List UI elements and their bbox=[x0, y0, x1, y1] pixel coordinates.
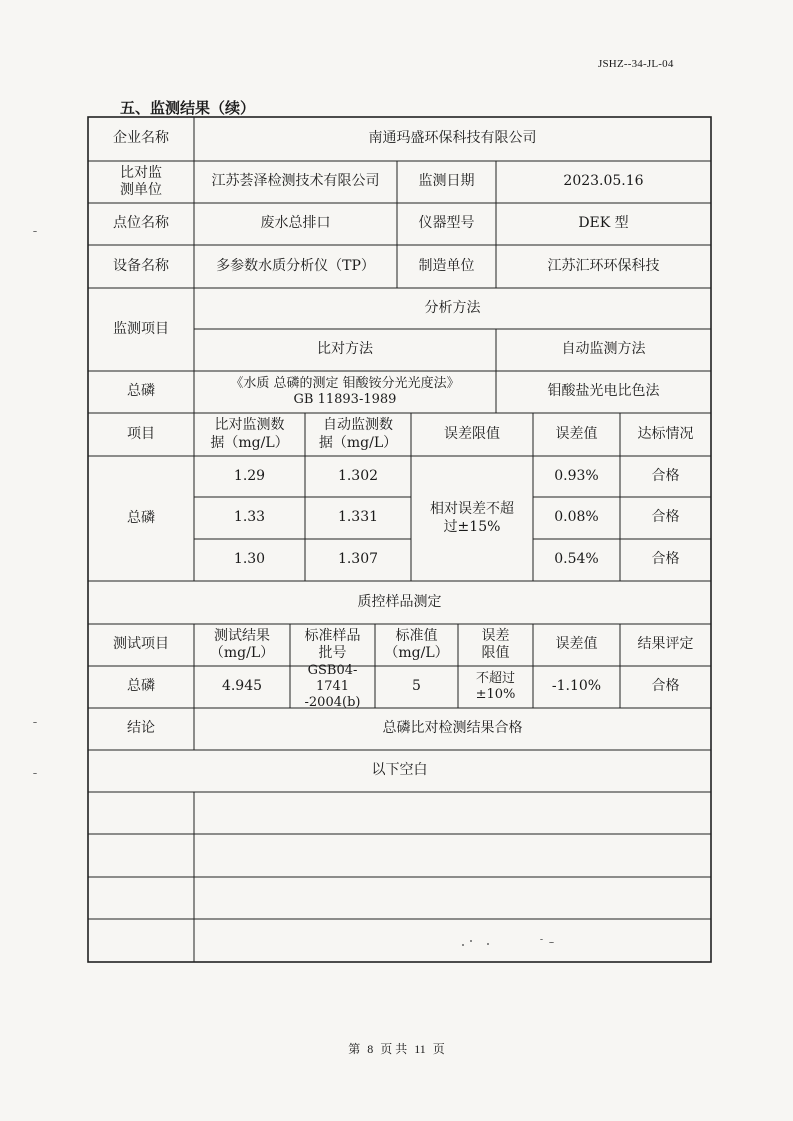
result-error-limit-value: 相对误差不超 过±15% bbox=[430, 501, 514, 535]
scan-speck bbox=[33, 773, 37, 774]
table-row-auto: 1.331 bbox=[337, 509, 379, 526]
document-code: JSHZ--34-JL-04 bbox=[598, 58, 674, 70]
monitor-date-value: 2023.05.16 bbox=[563, 173, 644, 190]
monitor-item-label: 监测项目 bbox=[113, 320, 169, 337]
qc-row-batch: GSB04-1741 -2004(b) bbox=[304, 662, 361, 711]
instrument-model-value: DEK 型 bbox=[578, 215, 629, 232]
table-row-status: 合格 bbox=[651, 551, 680, 568]
scan-speck bbox=[549, 942, 554, 943]
monitor-date-label: 监测日期 bbox=[418, 173, 475, 190]
site-value: 废水总排口 bbox=[260, 215, 331, 232]
compare-unit-label: 比对监 测单位 bbox=[120, 164, 162, 198]
qc-header-item: 测试项目 bbox=[113, 636, 169, 653]
auto-method-value: 钼酸盐光电比色法 bbox=[547, 383, 660, 400]
company-label: 企业名称 bbox=[113, 130, 169, 147]
qc-row-evaluation: 合格 bbox=[651, 678, 680, 695]
qc-row-result: 4.945 bbox=[221, 678, 263, 695]
qc-header-limit: 误差 限值 bbox=[481, 627, 510, 661]
qc-header-error: 误差值 bbox=[555, 636, 598, 653]
compare-unit-value: 江苏荟泽检测技术有限公司 bbox=[211, 173, 380, 190]
qc-row-error: -1.10% bbox=[551, 678, 602, 695]
scan-speck bbox=[33, 231, 37, 232]
manufacturer-label: 制造单位 bbox=[418, 257, 475, 274]
page-total: 11 bbox=[414, 1042, 426, 1056]
qc-header-std-value: 标准值 （mg/L） bbox=[384, 627, 449, 661]
page-mid: 页 共 bbox=[380, 1042, 408, 1056]
auto-method-label: 自动监测方法 bbox=[561, 341, 646, 358]
manufacturer-value: 江苏汇环环保科技 bbox=[547, 257, 660, 274]
blank-note: 以下空白 bbox=[371, 762, 428, 779]
page-suffix: 页 bbox=[432, 1042, 445, 1056]
equipment-value: 多参数水质分析仪（TP） bbox=[216, 257, 375, 274]
table-row-compare: 1.30 bbox=[233, 551, 266, 568]
result-header-error-value: 误差值 bbox=[555, 425, 598, 442]
qc-row-std-value: 5 bbox=[412, 678, 421, 695]
qc-header-result: 测试结果 （mg/L） bbox=[209, 627, 275, 661]
company-value: 南通玛盛环保科技有限公司 bbox=[368, 130, 537, 147]
qc-title: 质控样品测定 bbox=[357, 593, 442, 610]
scan-speck bbox=[487, 943, 489, 945]
result-item-name: 总磷 bbox=[127, 509, 155, 526]
page-prefix: 第 bbox=[348, 1042, 361, 1056]
table-row-status: 合格 bbox=[651, 509, 680, 526]
result-header-status: 达标情况 bbox=[637, 425, 694, 442]
result-header-auto: 自动监测数 据（mg/L） bbox=[318, 417, 398, 451]
result-header-compare: 比对监测数 据（mg/L） bbox=[210, 417, 289, 451]
instrument-model-label: 仪器型号 bbox=[418, 215, 475, 232]
table-row-compare: 1.33 bbox=[233, 509, 266, 526]
table-row-error: 0.93% bbox=[554, 467, 599, 484]
page-footer bbox=[0, 1040, 793, 1057]
scan-speck bbox=[540, 939, 543, 940]
scan-speck bbox=[462, 944, 464, 946]
method-item-name: 总磷 bbox=[127, 383, 155, 400]
equipment-label: 设备名称 bbox=[113, 257, 169, 274]
conclusion-label: 结论 bbox=[127, 720, 155, 737]
table-row-error: 0.08% bbox=[554, 509, 599, 526]
section-title: 五、监测结果（续） bbox=[120, 99, 256, 117]
table-row-status: 合格 bbox=[651, 467, 680, 484]
table-row-error: 0.54% bbox=[554, 551, 599, 568]
qc-row-limit: 不超过 ±10% bbox=[475, 670, 516, 702]
table-row-auto: 1.307 bbox=[337, 551, 379, 568]
compare-method-label: 比对方法 bbox=[317, 341, 373, 358]
analysis-method-label: 分析方法 bbox=[424, 299, 481, 316]
result-header-item: 项目 bbox=[127, 425, 155, 442]
conclusion-value: 总磷比对检测结果合格 bbox=[382, 720, 523, 737]
table-row-auto: 1.302 bbox=[337, 467, 379, 484]
qc-row-item: 总磷 bbox=[127, 678, 155, 695]
scan-speck bbox=[470, 940, 472, 942]
table-row-compare: 1.29 bbox=[233, 467, 266, 484]
compare-method-value: 《水质 总磷的测定 钼酸铵分光光度法》 GB 11893-1989 bbox=[230, 376, 460, 407]
scan-speck bbox=[33, 722, 37, 723]
qc-header-batch: 标准样品 批号 bbox=[304, 627, 361, 661]
page-number: 8 bbox=[367, 1042, 374, 1056]
qc-header-evaluation: 结果评定 bbox=[637, 636, 694, 653]
site-label: 点位名称 bbox=[113, 215, 169, 232]
result-header-error-limit: 误差限值 bbox=[444, 425, 500, 442]
